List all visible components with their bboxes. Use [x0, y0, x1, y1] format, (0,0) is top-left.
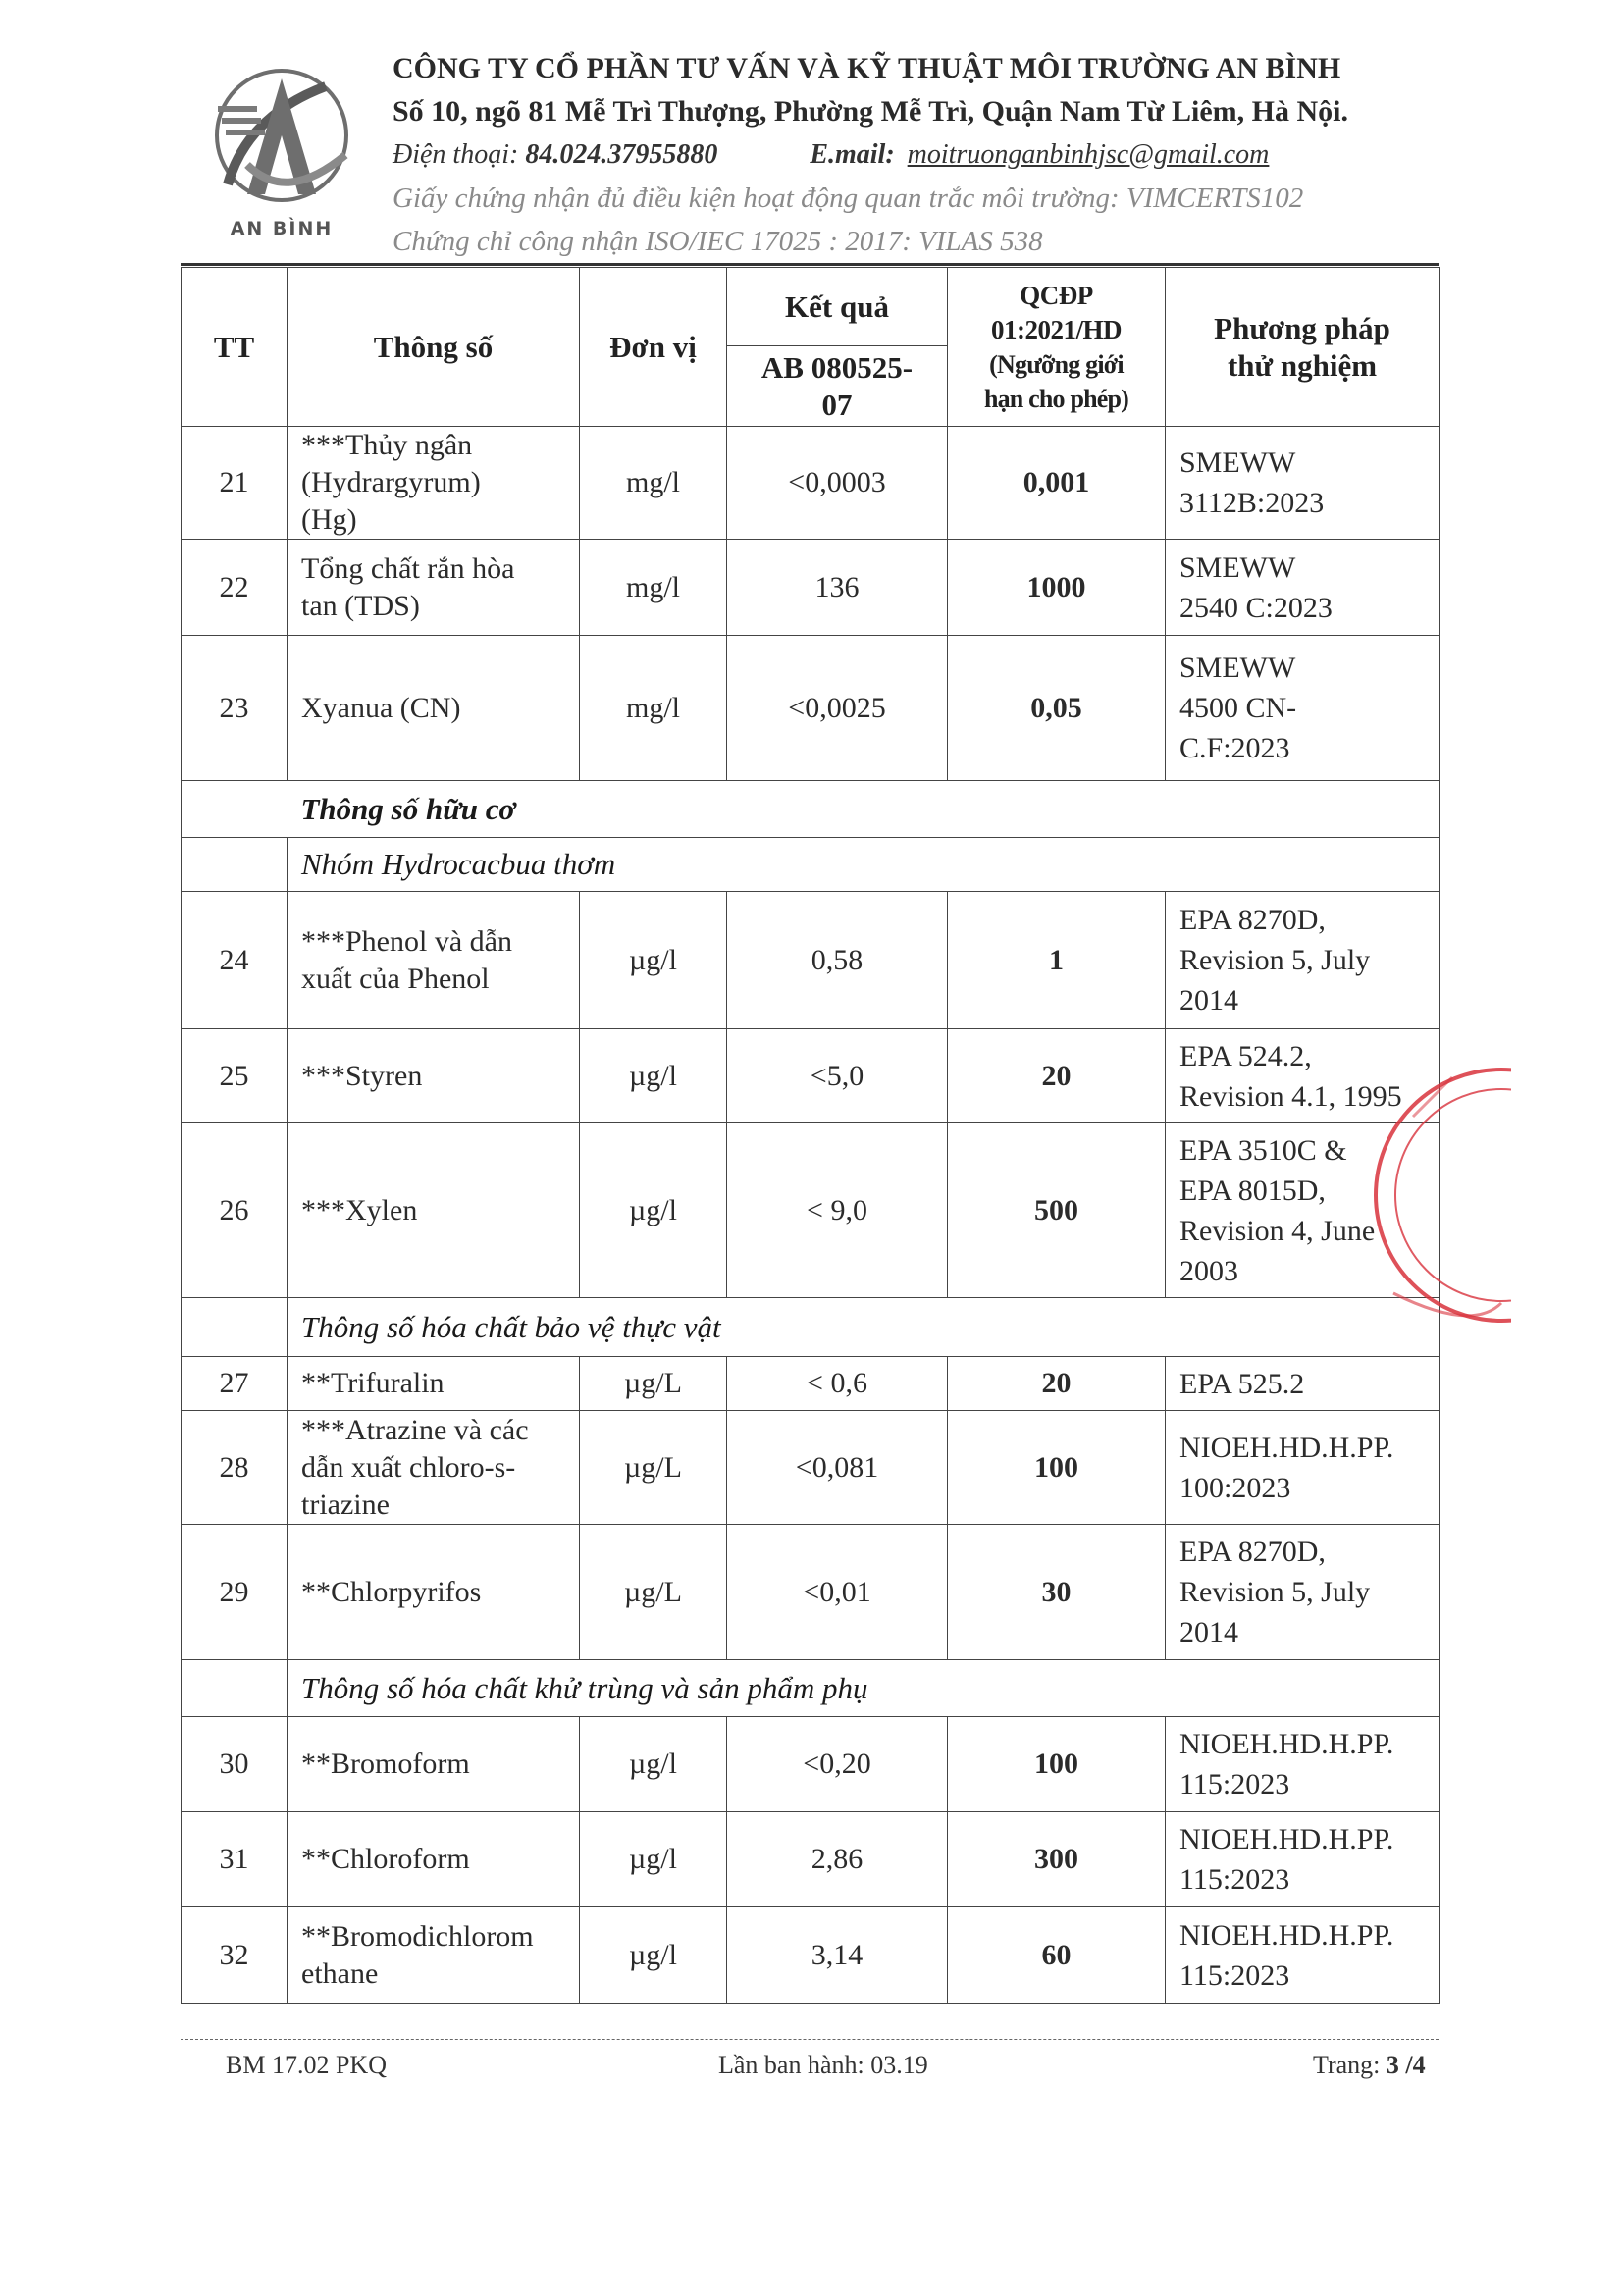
logo-caption: AN BÌNH — [230, 218, 334, 239]
cell-result: <0,01 — [727, 1525, 948, 1660]
cell-tt: 23 — [182, 636, 288, 781]
method-line: EPA 8270D, — [1179, 904, 1326, 936]
method-line: 115:2023 — [1179, 1863, 1290, 1896]
cell-tt: 22 — [182, 540, 288, 636]
param-line: dẫn xuất chloro-s- — [301, 1450, 516, 1484]
cell-limit: 30 — [948, 1525, 1166, 1660]
header-unit: Đơn vị — [580, 268, 727, 427]
method-line: 115:2023 — [1179, 1768, 1290, 1800]
param-line: Xyanua (CN) — [301, 691, 461, 724]
param-line: **Bromoform — [301, 1748, 470, 1780]
cell-param — [288, 1907, 580, 2004]
cell-param — [288, 892, 580, 1029]
method-line: NIOEH.HD.H.PP. — [1179, 1728, 1394, 1760]
footer-divider — [181, 2039, 1439, 2040]
group-row-disinfection — [182, 1660, 1440, 1717]
sample-code-line: 07 — [821, 387, 853, 422]
method-line: EPA 525.2 — [1179, 1367, 1305, 1400]
cell-limit: 0,001 — [948, 427, 1166, 540]
param-line: (Hydrargyrum) — [301, 466, 481, 498]
company-name: CÔNG TY CỔ PHẦN TƯ VẤN VÀ KỸ THUẬT MÔI TRƯỜNG AN BÌNH — [393, 52, 1341, 84]
method-line: SMEWW — [1179, 652, 1296, 684]
cell-param — [288, 1717, 580, 1812]
group-row-aromatic — [182, 838, 1440, 892]
table-row — [182, 427, 1440, 540]
table-body-pesticide — [182, 1357, 1440, 1660]
method-line: EPA 8015D, — [1179, 1174, 1326, 1207]
param-line: (Hg) — [301, 503, 357, 536]
cell-unit: µg/l — [580, 892, 727, 1029]
param-line: triazine — [301, 1487, 390, 1521]
method-line: Revision 4.1, 1995 — [1179, 1079, 1402, 1113]
param-line: ***Atrazine và các — [301, 1413, 529, 1446]
param-line: xuất của Phenol — [301, 962, 490, 995]
cell-limit: 100 — [948, 1717, 1166, 1812]
method-line: 4500 CN- — [1179, 692, 1297, 724]
company-logo — [208, 57, 355, 241]
method-line: 100:2023 — [1179, 1471, 1291, 1504]
cell-tt: 26 — [182, 1123, 288, 1298]
table-row — [182, 1357, 1440, 1411]
method-line: EPA 8270D, — [1179, 1536, 1326, 1568]
email-link[interactable]: moitruonganbinhjsc@gmail.com — [907, 139, 1270, 170]
method-line: SMEWW — [1179, 550, 1296, 584]
email-label: E.mail: — [810, 139, 895, 170]
page-number — [1313, 2051, 1426, 2080]
table-row — [182, 636, 1440, 781]
cell-method — [1166, 1525, 1440, 1660]
cell-param — [288, 1123, 580, 1298]
cell-limit: 60 — [948, 1907, 1166, 2004]
param-line: Tổng chất rắn hòa — [301, 551, 515, 585]
cell-tt: 28 — [182, 1411, 288, 1525]
cell-method — [1166, 427, 1440, 540]
cert-line-2: Chứng chỉ công nhận ISO/IEC 17025 : 2017: VILAS 538 — [393, 226, 1043, 257]
method-line: 2014 — [1179, 1616, 1238, 1648]
param-line: ethane — [301, 1957, 379, 1990]
contact-line — [393, 133, 1531, 177]
cell-param — [288, 636, 580, 781]
cell-tt: 31 — [182, 1812, 288, 1907]
param-line: ***Phenol và dẫn — [301, 924, 512, 958]
cell-result: <5,0 — [727, 1029, 948, 1123]
method-line: 2540 C:2023 — [1179, 591, 1333, 624]
cell-limit: 20 — [948, 1029, 1166, 1123]
param-line: tan (TDS) — [301, 589, 420, 622]
cell-result: < 0,6 — [727, 1357, 948, 1411]
method-line: EPA 524.2, — [1179, 1039, 1312, 1072]
param-line: **Chlorpyrifos — [301, 1575, 482, 1608]
method-line: 3112B:2023 — [1179, 487, 1325, 519]
table-body-disinfection — [182, 1717, 1440, 2004]
method-line: C.F:2023 — [1179, 732, 1290, 764]
sample-code-line: AB 080525- — [760, 349, 914, 385]
form-code: BM 17.02 PKQ — [226, 2051, 387, 2079]
cell-param — [288, 427, 580, 540]
cell-method — [1166, 1812, 1440, 1907]
logo-mark-icon — [208, 57, 355, 214]
group-label: Thông số hóa chất bảo vệ thực vật — [288, 1298, 1440, 1357]
group-row-organic — [182, 781, 1440, 838]
header-method-line: Phương pháp — [1214, 310, 1390, 345]
letterhead — [393, 47, 1531, 263]
cell-limit: 300 — [948, 1812, 1166, 1907]
cell-param — [288, 1357, 580, 1411]
cell-limit: 1000 — [948, 540, 1166, 636]
company-address: Số 10, ngõ 81 Mễ Trì Thượng, Phường Mễ Trì, Quận Nam Từ Liêm, Hà Nội. — [393, 95, 1348, 128]
table-body-aromatic — [182, 892, 1440, 1298]
phone-number: 84.024.37955880 — [525, 139, 718, 170]
cell-limit: 1 — [948, 892, 1166, 1029]
header-method-line: thử nghiệm — [1227, 347, 1378, 383]
cell-param — [288, 1029, 580, 1123]
param-line: ***Xylen — [301, 1193, 418, 1226]
cell-result: <0,20 — [727, 1717, 948, 1812]
cell-unit: µg/l — [580, 1123, 727, 1298]
cell-limit: 0,05 — [948, 636, 1166, 781]
cell-result: <0,081 — [727, 1411, 948, 1525]
method-line: SMEWW — [1179, 446, 1296, 479]
cell-tt: 30 — [182, 1717, 288, 1812]
cell-unit: µg/l — [580, 1717, 727, 1812]
cell-tt: 21 — [182, 427, 288, 540]
group-label: Nhóm Hydrocacbua thơm — [288, 838, 1440, 892]
method-line: EPA 3510C & — [1179, 1133, 1347, 1167]
cell-result: 0,58 — [727, 892, 948, 1029]
method-line: NIOEH.HD.H.PP. — [1179, 1431, 1394, 1464]
header-sample-code — [727, 346, 948, 427]
cell-unit: µg/l — [580, 1029, 727, 1123]
header-standard-line: (Ngưỡng giới — [989, 349, 1124, 379]
cell-method — [1166, 1907, 1440, 2004]
page-label: Trang: — [1313, 2051, 1381, 2079]
table-body-inorganic — [182, 427, 1440, 781]
cell-unit: µg/l — [580, 1907, 727, 2004]
cell-method — [1166, 1123, 1440, 1298]
cell-tt: 27 — [182, 1357, 288, 1411]
table-row — [182, 1717, 1440, 1812]
method-line: NIOEH.HD.H.PP. — [1179, 1918, 1394, 1952]
header-method — [1166, 268, 1440, 427]
cell-tt: 32 — [182, 1907, 288, 2004]
table-row — [182, 892, 1440, 1029]
cell-limit: 20 — [948, 1357, 1166, 1411]
table-row — [182, 1907, 1440, 2004]
table-header-row — [182, 268, 1440, 346]
method-line: 2014 — [1179, 984, 1238, 1017]
cell-tt: 24 — [182, 892, 288, 1029]
cell-method — [1166, 892, 1440, 1029]
cell-param — [288, 540, 580, 636]
cell-param — [288, 1812, 580, 1907]
header-param: Thông số — [288, 268, 580, 427]
cell-result: <0,0025 — [727, 636, 948, 781]
issue-number: Lần ban hành: 03.19 — [718, 2051, 928, 2079]
header-divider — [181, 263, 1439, 266]
cell-result: 3,14 — [727, 1907, 948, 2004]
cell-tt: 25 — [182, 1029, 288, 1123]
method-line: 115:2023 — [1179, 1958, 1290, 1992]
cell-limit: 100 — [948, 1411, 1166, 1525]
method-line: Revision 5, July — [1179, 1576, 1371, 1608]
group-label: Thông số hữu cơ — [288, 781, 1440, 838]
cell-result: < 9,0 — [727, 1123, 948, 1298]
cell-unit: µg/L — [580, 1411, 727, 1525]
phone-label: Điện thoại: — [393, 139, 519, 170]
cell-unit: µg/l — [580, 1812, 727, 1907]
cell-param — [288, 1525, 580, 1660]
cell-unit: mg/l — [580, 636, 727, 781]
cell-method — [1166, 1029, 1440, 1123]
group-label: Thông số hóa chất khử trùng và sản phẩm phụ — [288, 1660, 1440, 1717]
param-line: ***Styren — [301, 1059, 423, 1092]
header-standard — [948, 268, 1166, 427]
param-line: **Trifuralin — [301, 1367, 445, 1399]
table-row — [182, 1525, 1440, 1660]
results-table — [181, 267, 1440, 2004]
cell-unit: mg/l — [580, 540, 727, 636]
cell-unit: µg/L — [580, 1357, 727, 1411]
cell-unit: mg/l — [580, 427, 727, 540]
cell-result: <0,0003 — [727, 427, 948, 540]
cell-method — [1166, 540, 1440, 636]
method-line: Revision 4, June — [1179, 1214, 1376, 1247]
method-line: NIOEH.HD.H.PP. — [1179, 1823, 1394, 1855]
header-tt: TT — [182, 268, 288, 427]
header-standard-line: QCĐP — [1020, 280, 1093, 310]
cell-result: 136 — [727, 540, 948, 636]
method-line: 2003 — [1179, 1254, 1238, 1287]
page-value: 3 /4 — [1386, 2051, 1426, 2079]
param-line: **Chloroform — [301, 1843, 470, 1875]
cell-unit: µg/L — [580, 1525, 727, 1660]
cert-line-1: Giấy chứng nhận đủ điều kiện hoạt động quan trắc môi trường: VIMCERTS102 — [393, 183, 1304, 214]
table-row — [182, 1029, 1440, 1123]
param-line: ***Thủy ngân — [301, 429, 473, 461]
cell-method — [1166, 1357, 1440, 1411]
method-line: Revision 5, July — [1179, 944, 1371, 976]
header-standard-line: hạn cho phép) — [983, 384, 1129, 413]
cell-method — [1166, 1717, 1440, 1812]
cell-param — [288, 1411, 580, 1525]
table-row — [182, 1123, 1440, 1298]
table-row — [182, 540, 1440, 636]
cell-method — [1166, 636, 1440, 781]
group-row-pesticide — [182, 1298, 1440, 1357]
cell-result: 2,86 — [727, 1812, 948, 1907]
param-line: **Bromodichlorom — [301, 1919, 534, 1953]
header-standard-line: 01:2021/HD — [991, 314, 1122, 344]
table-row — [182, 1411, 1440, 1525]
table-row — [182, 1812, 1440, 1907]
cell-method — [1166, 1411, 1440, 1525]
cell-tt: 29 — [182, 1525, 288, 1660]
header-result: Kết quả — [727, 268, 948, 346]
cell-limit: 500 — [948, 1123, 1166, 1298]
